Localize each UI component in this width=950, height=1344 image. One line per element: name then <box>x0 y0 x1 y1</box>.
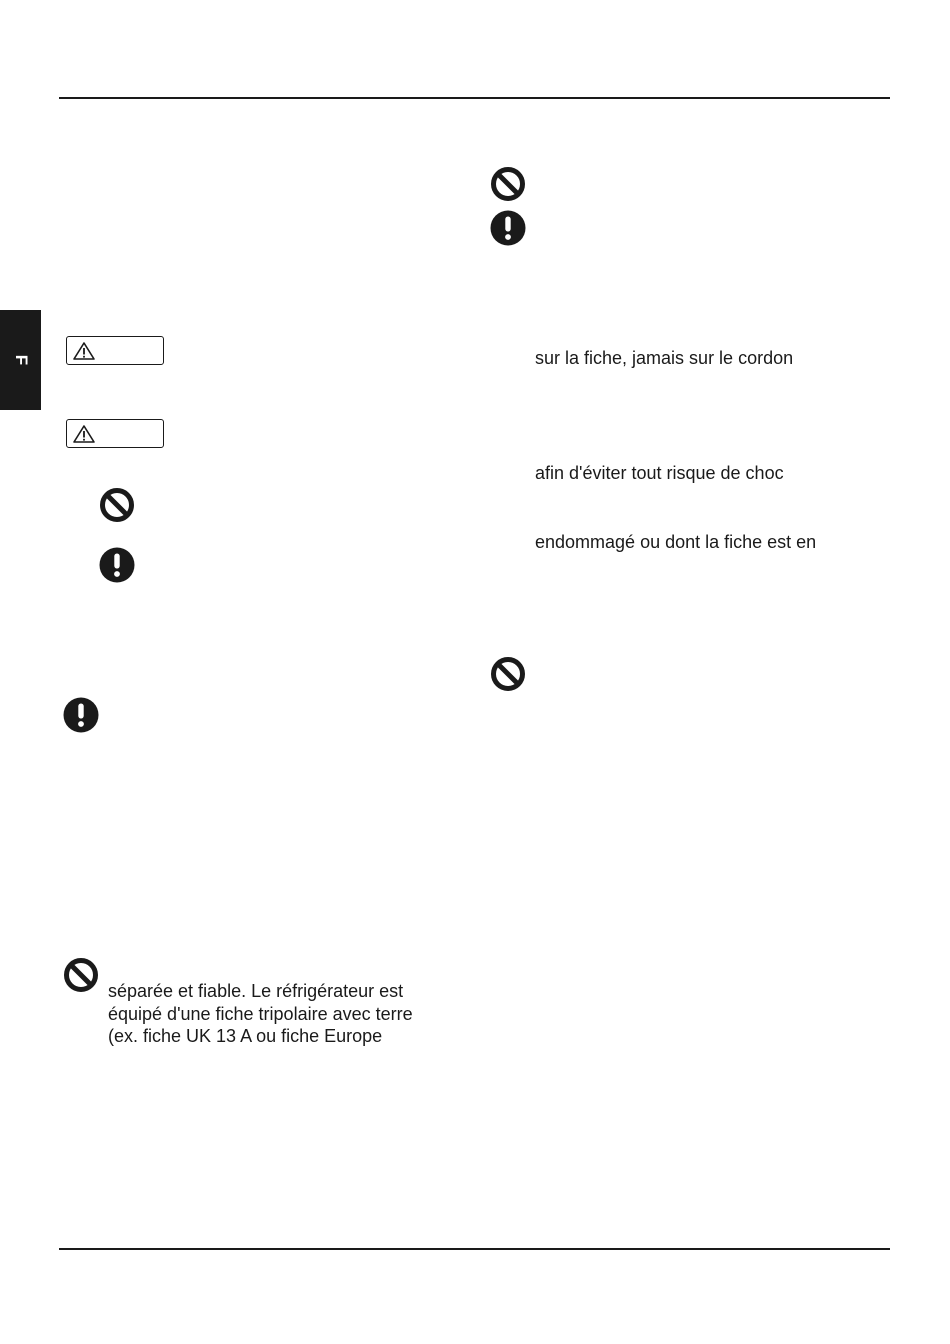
socket-text-line-3: (ex. fiche UK 13 A ou fiche Europe <box>108 1026 383 1046</box>
socket-text-line-1: séparée et fiable. Le réfrigérateur est <box>108 981 404 1001</box>
prohibition-icon <box>490 656 526 692</box>
shock-text-line: afin d'éviter tout risque de choc <box>535 463 784 483</box>
plug-text-line: sur la fiche, jamais sur le cordon <box>535 348 794 368</box>
mandatory-action-icon <box>63 697 99 733</box>
prohibition-icon <box>99 487 135 523</box>
damaged-cord-text-line: endommagé ou dont la fiche est en <box>535 532 817 552</box>
warning-triangle-icon <box>72 341 96 361</box>
language-tab-label: F <box>11 354 31 366</box>
warning-triangle-icon <box>72 424 96 444</box>
prohibition-icon <box>63 957 99 993</box>
prohibition-icon <box>490 166 526 202</box>
socket-text-line-2: équipé d'une fiche tripolaire avec terre <box>108 1004 413 1024</box>
language-tab <box>0 310 41 410</box>
mandatory-action-icon <box>490 210 526 246</box>
footer-rule <box>59 1248 890 1250</box>
header-rule <box>59 97 890 99</box>
warning-label-box <box>66 336 164 365</box>
caution-label-box <box>66 419 164 448</box>
mandatory-action-icon <box>99 547 135 583</box>
